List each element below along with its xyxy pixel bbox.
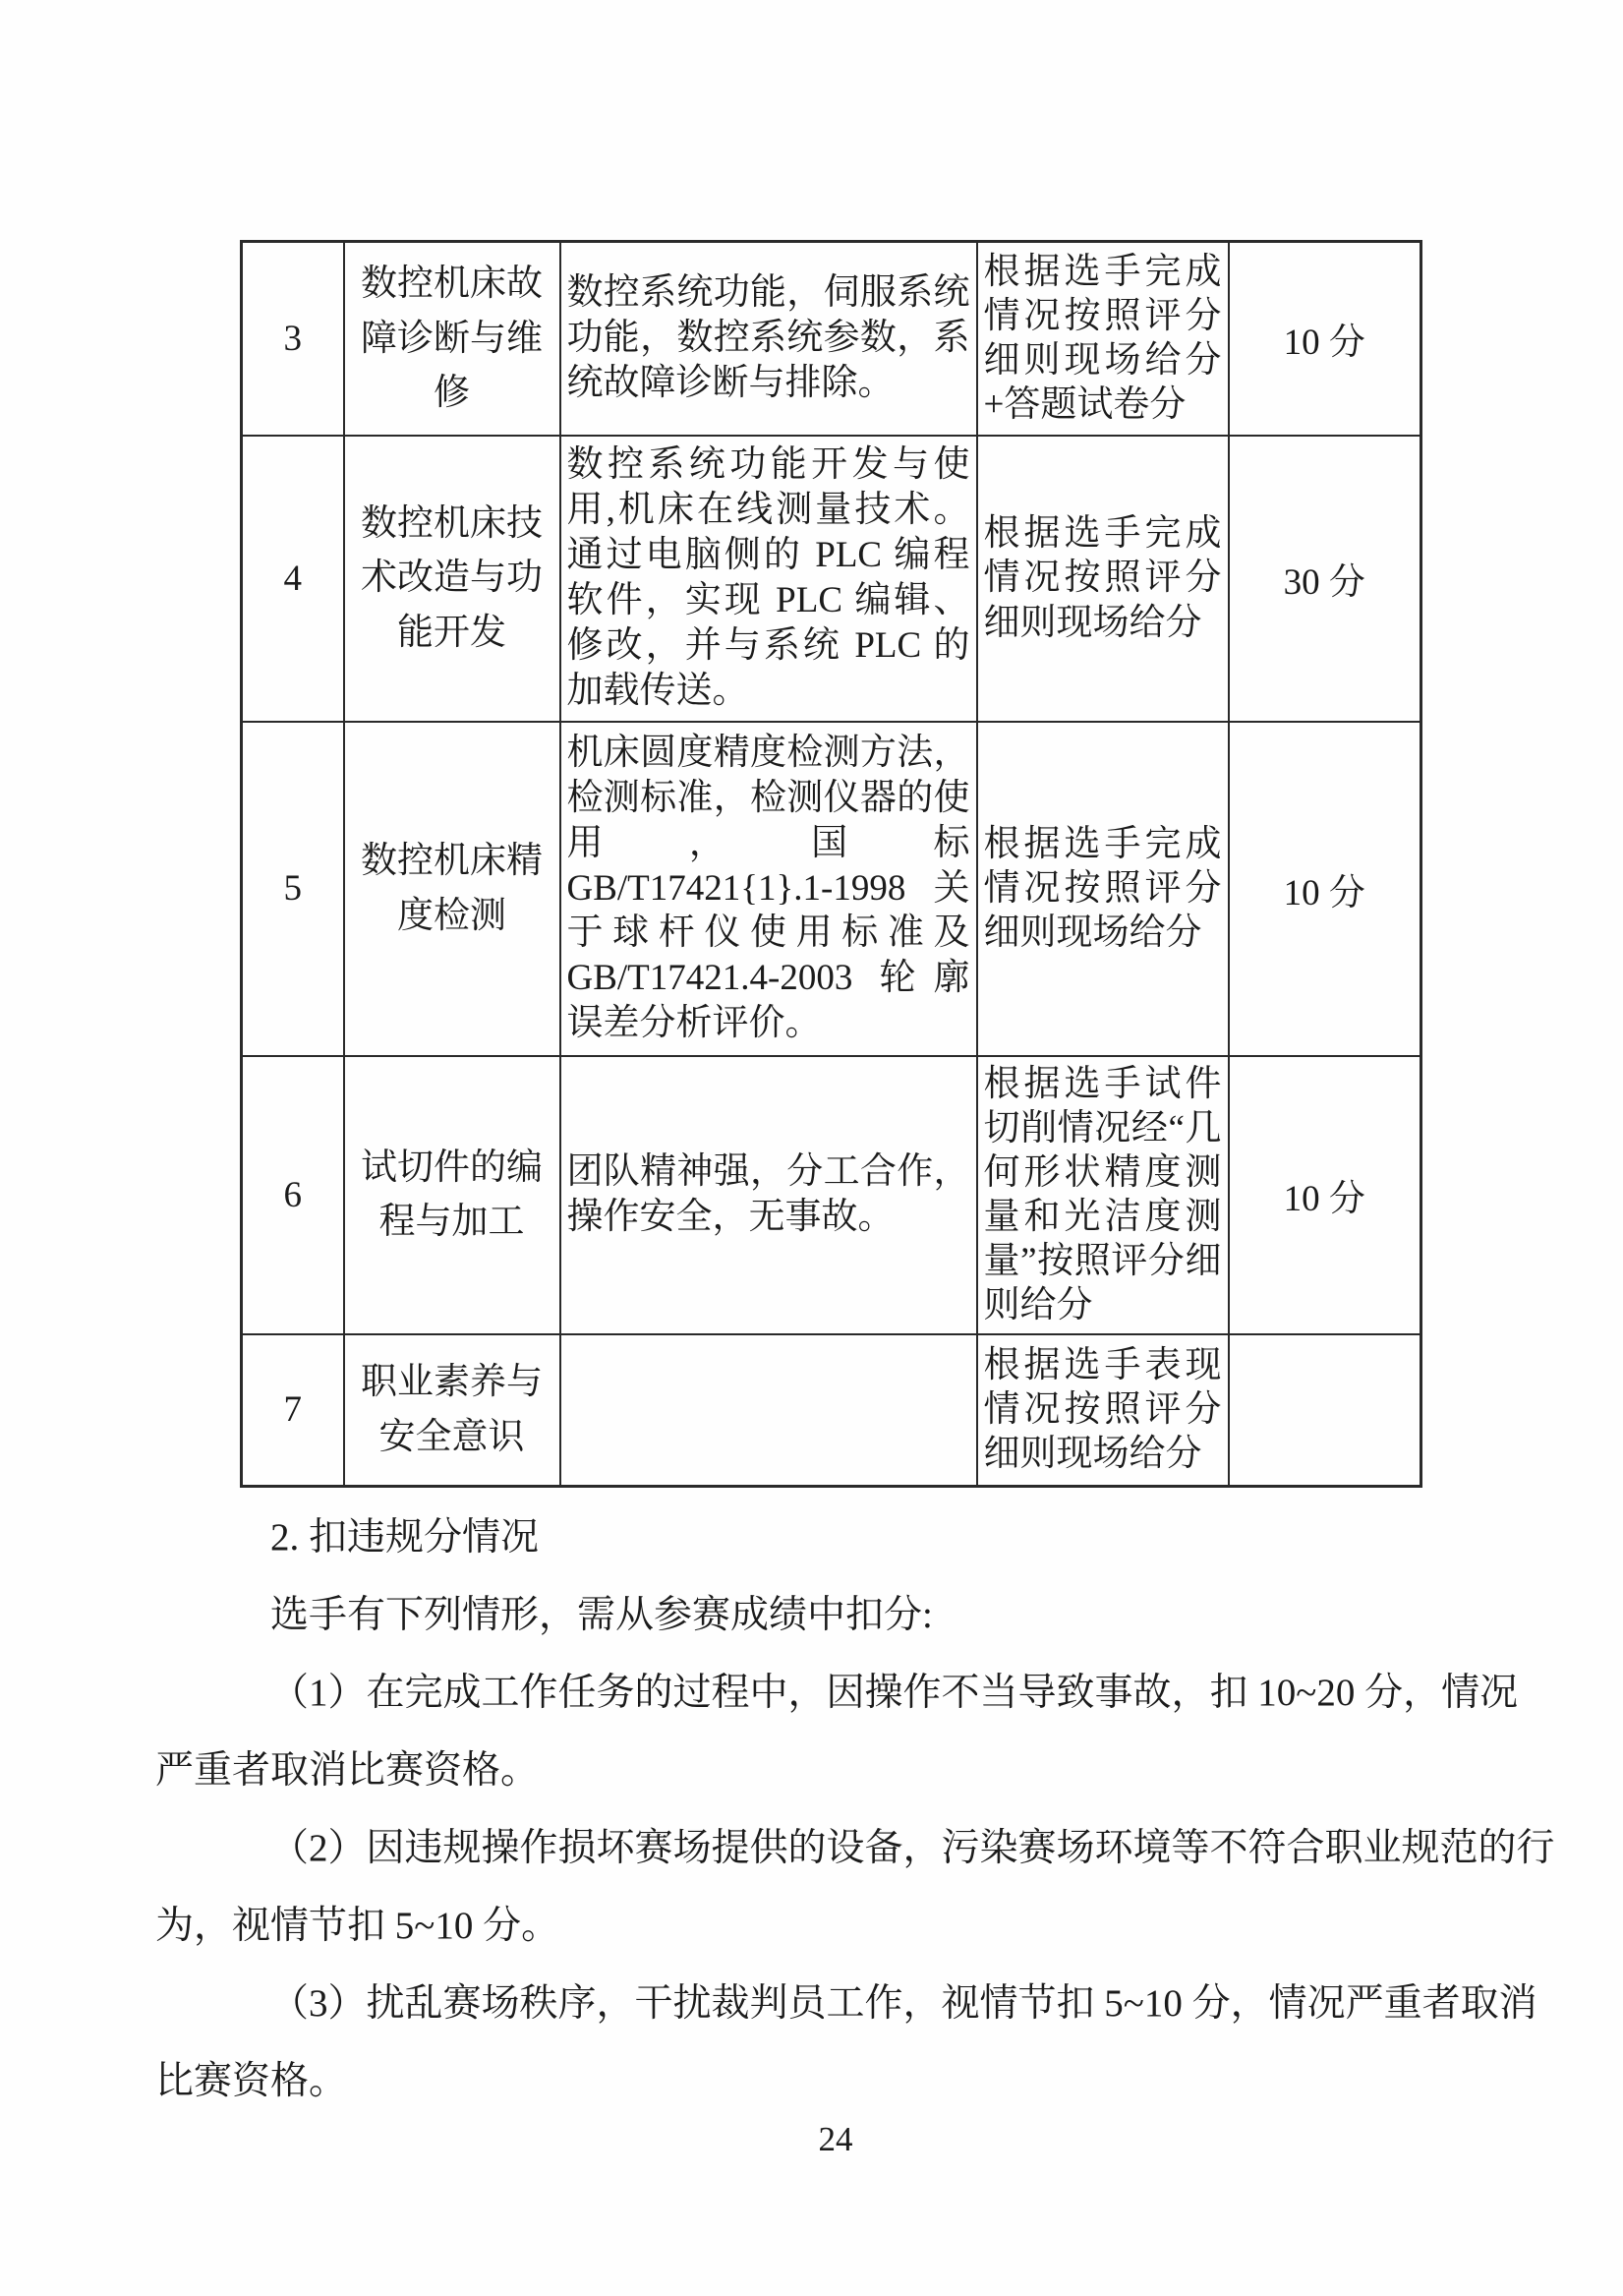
row-number-cell: 7 (242, 1334, 344, 1487)
body-line-continuation: 严重者取消比赛资格。 (155, 1749, 540, 1792)
table-row (242, 1334, 1421, 1487)
body-text (155, 1499, 1555, 2120)
section-heading: 2. 扣违规分情况 (270, 1516, 540, 1559)
scoring-method-cell: 根据选手试件切削情况经“几何形状精度测量和光洁度测量”按照评分细则给分 (977, 1056, 1229, 1334)
table-row (242, 242, 1421, 436)
page-number: 24 (818, 2120, 853, 2158)
score-cell: 10 分 (1229, 242, 1421, 436)
body-line: （2）因违规操作损坏赛场提供的设备，污染赛场环境等不符合职业规范的行 (270, 1827, 1555, 1869)
item-name-cell: 试切件的编程与加工 (344, 1056, 560, 1334)
item-desc-cell: 数控系统功能开发与使用,机床在线测量技术。通过电脑侧的 PLC 编程软件，实现 PLC 编辑、修改，并与系统 PLC 的加载传送。 (560, 436, 977, 722)
table-row (242, 722, 1421, 1056)
score-cell: 10 分 (1229, 722, 1421, 1056)
score-cell: 10 分 (1229, 1056, 1421, 1334)
scoring-table (240, 240, 1422, 1488)
body-line-continuation: 为，视情节扣 5~10 分。 (155, 1905, 560, 1947)
item-desc-cell: 数控系统功能，伺服系统功能，数控系统参数，系统故障诊断与排除。 (560, 242, 977, 436)
body-line: 选手有下列情形，需从参赛成绩中扣分: (270, 1594, 933, 1636)
scoring-method-cell: 根据选手完成情况按照评分细则现场给分 (977, 722, 1229, 1056)
body-line-continuation: 比赛资格。 (155, 2060, 348, 2102)
item-desc-cell: 团队精神强，分工合作，操作安全，无事故。 (560, 1056, 977, 1334)
item-desc-cell: 机床圆度精度检测方法，检测标准，检测仪器的使用，国标GB/T17421{1}.1-1998关于球杆仪使用标准及GB/T17421.4-2003 轮廓误差分析评价。 (560, 722, 977, 1056)
item-name-cell: 职业素养与安全意识 (344, 1334, 560, 1487)
score-cell: 30 分 (1229, 436, 1421, 722)
row-number-cell: 6 (242, 1056, 344, 1334)
body-line: （3）扰乱赛场秩序，干扰裁判员工作，视情节扣 5~10 分，情况严重者取消 (270, 1982, 1537, 2025)
scoring-method-cell: 根据选手完成情况按照评分细则现场给分+答题试卷分 (977, 242, 1229, 436)
table-row (242, 436, 1421, 722)
item-name-cell: 数控机床精度检测 (344, 722, 560, 1056)
row-number-cell: 4 (242, 436, 344, 722)
item-name-cell: 数控机床故障诊断与维修 (344, 242, 560, 436)
score-cell (1229, 1334, 1421, 1487)
scoring-method-cell: 根据选手表现情况按照评分细则现场给分 (977, 1334, 1229, 1487)
table-row (242, 1056, 1421, 1334)
row-number-cell: 5 (242, 722, 344, 1056)
row-number-cell: 3 (242, 242, 344, 436)
scoring-method-cell: 根据选手完成情况按照评分细则现场给分 (977, 436, 1229, 722)
item-name-cell: 数控机床技术改造与功能开发 (344, 436, 560, 722)
body-line: （1）在完成工作任务的过程中，因操作不当导致事故，扣 10~20 分，情况 (270, 1672, 1519, 1714)
item-desc-cell (560, 1334, 977, 1487)
